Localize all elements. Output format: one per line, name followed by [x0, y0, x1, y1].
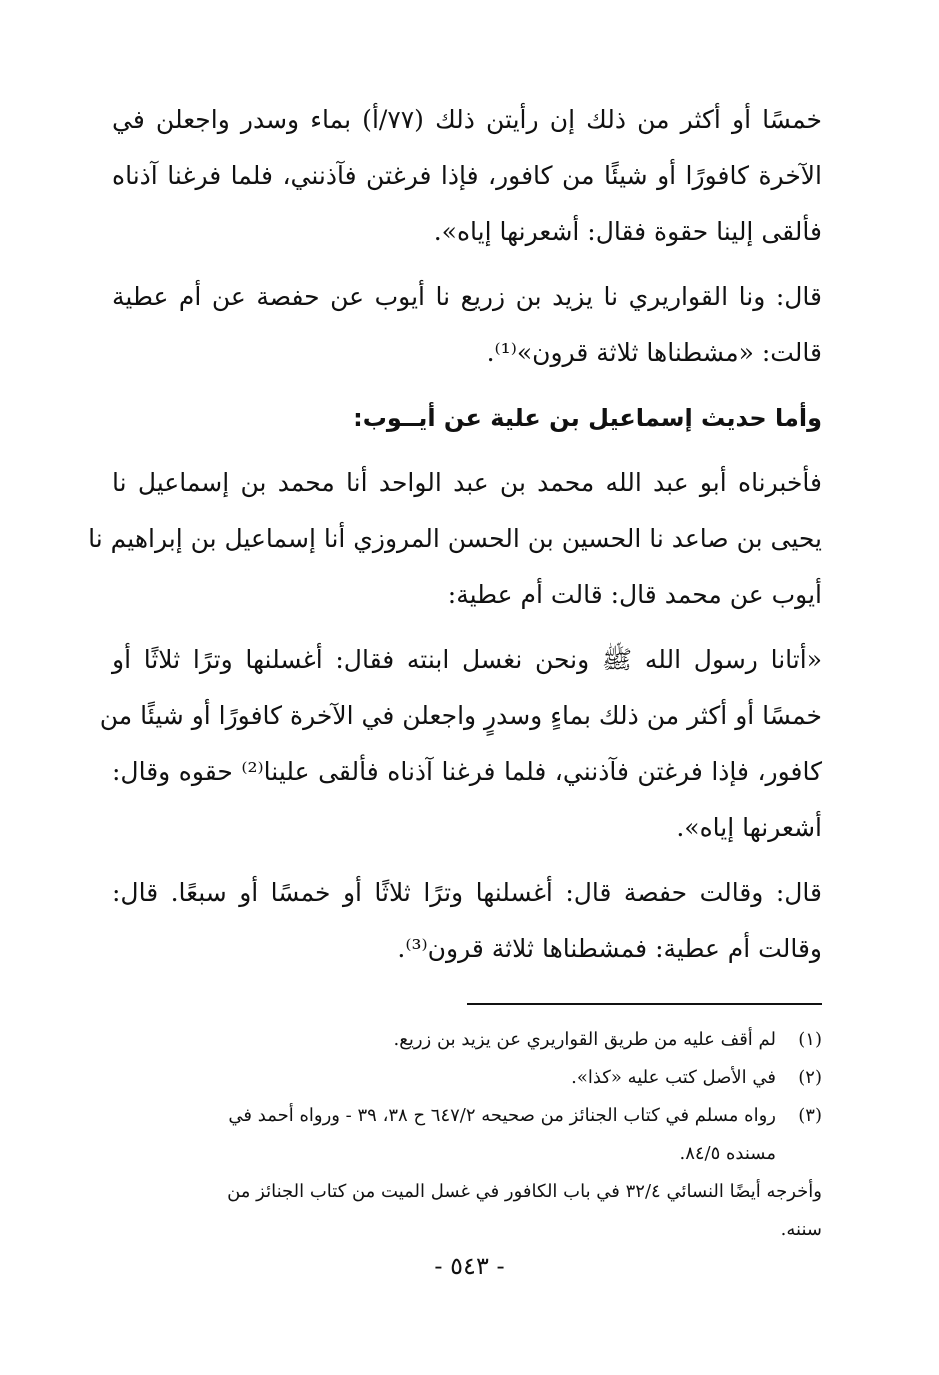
text-line: خمسًا أو أكثر من ذلك بماءٍ وسدرٍ واجعلن في الآخرة كافورًا أو شيئًا من	[99, 701, 822, 730]
paragraph-1	[112, 92, 822, 260]
text-line: أشعرنها إياه».	[676, 813, 822, 842]
page-number: - ٥٤٣ -	[434, 1252, 505, 1280]
footnote-3	[112, 1097, 822, 1135]
paragraph-3	[88, 455, 822, 623]
paragraph-5	[112, 865, 822, 977]
footnote-number: (٢)	[798, 1067, 822, 1088]
text-line: قال: وقالت حفصة قال: أغسلنها وترًا ثلاثًا أو خمسًا أو سبعًا. قال:	[112, 878, 822, 907]
footnote-1	[112, 1021, 822, 1059]
text-line: كافور، فإذا فرغتن فآذنني، فلما فرغنا آذناه فألقى علينا⁽²⁾ حقوه وقال:	[112, 757, 822, 786]
paragraph-4	[99, 632, 822, 856]
text-line: الآخرة كافورًا أو شيئًا من كافور، فإذا فرغتن فآذنني، فلما فرغنا آذناه	[112, 161, 822, 190]
text-line: قالت: «مشطناها ثلاثة قرون»⁽¹⁾.	[486, 338, 822, 367]
footnote-divider	[467, 1003, 822, 1005]
footnote-number: (١)	[798, 1029, 822, 1050]
text-line: فأخبرناه أبو عبد الله محمد بن عبد الواحد أنا محمد بن إسماعيل نا	[112, 468, 822, 497]
footnote-continuation: سننه.	[780, 1219, 822, 1240]
text-line: خمسًا أو أكثر من ذلك إن رأيتن ذلك (٧٧/أ) بماء وسدر واجعلن في	[112, 105, 822, 134]
text-line: أيوب عن محمد قال: قالت أم عطية:	[447, 580, 822, 609]
footnote-text: في الأصل كتب عليه «كذا».	[571, 1067, 776, 1088]
text-line: «أتانا رسول الله ﷺ ونحن نغسل ابنته فقال: أغسلنها وترًا ثلاثًا أو	[112, 645, 822, 674]
footnote-2	[112, 1059, 822, 1097]
footnotes	[112, 1021, 822, 1249]
text-line: قال: ونا القواريري نا يزيد بن زريع نا أيوب عن حفصة عن أم عطية	[112, 282, 822, 311]
footnote-continuation: مسنده ٨٤/٥.	[679, 1143, 776, 1164]
section-heading: وأما حديث إسماعيل بن علية عن أيــوب:	[353, 404, 822, 432]
paragraph-2	[112, 269, 822, 381]
text-line: فألقى إلينا حقوة فقال: أشعرنها إياه».	[433, 217, 822, 246]
page-content	[88, 92, 822, 1249]
footnote-continuation: وأخرجه أيضًا النسائي ٣٢/٤ في باب الكافور في غسل الميت من كتاب الجنائز من	[227, 1181, 822, 1202]
footnote-text: رواه مسلم في كتاب الجنائز من صحيحه ٦٤٧/٢ ح ٣٨، ٣٩ - ورواه أحمد في	[228, 1105, 776, 1126]
text-line: وقالت أم عطية: فمشطناها ثلاثة قرون⁽³⁾.	[397, 934, 822, 963]
text-line: يحيى بن صاعد نا الحسين بن الحسن المروزي أنا إسماعيل بن إبراهيم نا	[88, 524, 822, 553]
footnote-text: لم أقف عليه من طريق القواريري عن يزيد بن زريع.	[393, 1029, 776, 1050]
footnote-number: (٣)	[798, 1105, 822, 1126]
